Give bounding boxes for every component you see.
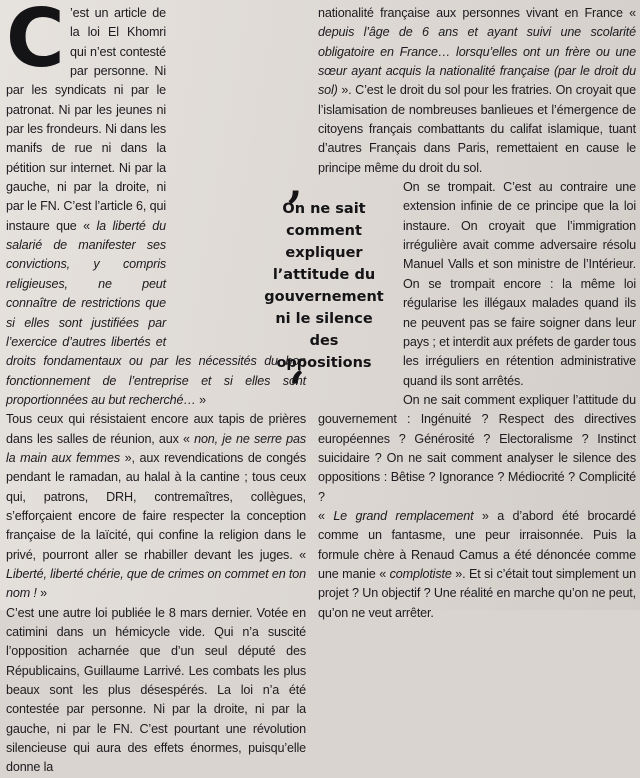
drop-cap: C [6,0,65,85]
quote-close-icon: , [288,367,303,416]
paragraph-4: nationalité française aux personnes vivant en France « depuis l’âge de 6 ans et ayant suivi une scolarité obligatoire en France… lorsqu’elles ont un frère ou une sœur ayant acquis la nationalité française (par le droit du sol) ». C’est le droit du sol pour les fratries. On croyait que l’islamisation de nombreuses banlieues et l’émergence de citoyens français combattants du califat islamique, tuant d’autres Français dans Paris, remettaient en cause le principe même du droit du sol. [318,6,636,175]
paragraph-7: « Le grand remplacement » a d’abord été brocardé comme un fantasme, une peur irraisonnée. Puis la formule chère à Renaud Camus a été dénoncée comme une manie « complotiste ». Et si c’était tout simplement un projet ? Un objectif ? Une réalité en marche qu’on ne peut, qu’on ne veut arrêter. [318,508,637,620]
paragraph-3: C’est une autre loi publiée le 8 mars dernier. Votée en catimini dans un hémicycle vide. Qui n’a suscité l’opposition acharnée que d’un seul député des Républicains, Guillaume Larrivé. Les combats les plus beaux sont les plus désespérés. La loi n’a été contestée par personne. Ni par la droite, ni par la gauche, ni par le FN. C’est pourtant une révolution silencieuse qui aura des effets énormes, puisqu’elle donne la [6,605,306,775]
paragraph-2: Tous ceux qui résistaient encore aux tapis de prières dans les salles de réunion, aux « non, je ne serre pas la main aux femmes », aux revendications de congés pendant le ramadan, au halal à la cantine ; tous ceux qui, patrons, DRH, contremaîtres, collègues, s’efforçaient encore de faire respecter la conception française de la laïcité, qui confine la religion dans le privé, pourront aller se rhabiller devant les juges. « Liberté, liberté chérie, que de crimes on commet en ton nom ! » [6,412,306,601]
pull-quote-text: On ne sait comment expliquer l’attitude du gouvernement ni le silence des oppositions [264,201,384,371]
paragraph-5: On se trompait. C’est au contraire une extension infinie de ce principe que la loi instaure. On croyait que l’immigration irrégulière avait comme adversaire résolu Manuel Valls et son ministre de l’Intérieur. On se trompait encore : la même loi régularise les illégaux malades quand ils ne peuvent pas se faire soigner dans leur pays ; et interdit aux préfets de garder tous les irréguliers en rétention administrative quand ils sont arrêtés. [403,180,636,388]
paragraph-6: On ne sait comment expliquer l’attitude du gouvernement : Ingénuité ? Respect des directives européennes ? Générosité ? Electoralisme ? Instinct suicidaire ? On ne sait comment analyser le silence des oppositions : Bêtise ? Ignorance ? Médiocrité ? Complicité ? [318,392,636,504]
article-column-left [6,0,306,778]
paragraph-1: ’est un article de la loi El Khomri qui n’est contesté par personne. Ni par les syndicats ni par le patronat. Ni par les jeunes ni par les frondeurs. Ni dans les manifs de rue ni dans la pétition sur internet. Ni par la gauche, ni par la droite, ni par le FN. C’est l’article 6, qui instaure que « la liberté du salarié de manifester ses convictions, y compris religieuses, ne peut connaître de restrictions que si elles sont justifiées par l’exercice d’autres libertés et droits fondamentaux ou par les nécessités du bon fonctionnement de l’entreprise et si elles sont proportionnées au but recherché… » [6,6,306,407]
pull-quote [262,158,386,416]
quote-open-icon: , [288,158,303,207]
